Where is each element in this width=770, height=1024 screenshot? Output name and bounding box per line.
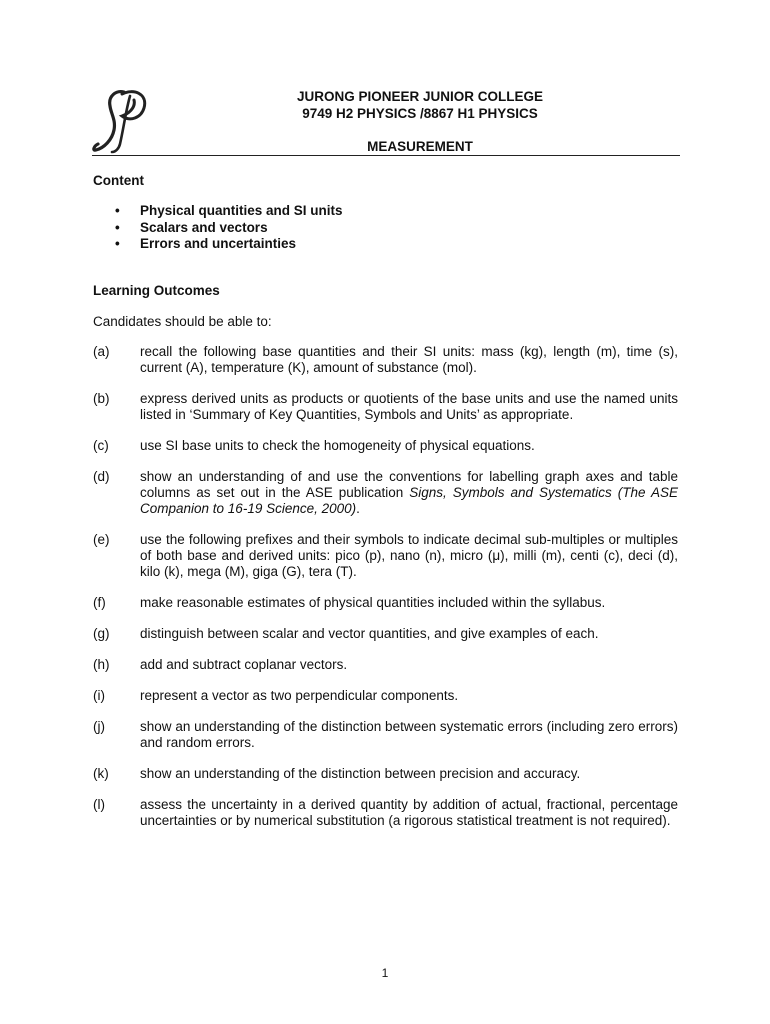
outcome-text: use the following prefixes and their symbols to indicate decimal sub-multiples or multiples of both base and derived units: pico (p), nano (n), micro (μ), milli (m), centi (c), deci (d), kilo (k), mega (M), giga (G), tera (T). — [140, 532, 678, 579]
outcome-label: (b) — [93, 391, 110, 406]
learning-outcomes-intro: Candidates should be able to: — [93, 314, 272, 329]
outcome-text: represent a vector as two perpendicular components. — [140, 688, 459, 703]
bullet-icon: • — [115, 219, 120, 235]
document-header — [160, 88, 680, 155]
college-name: JURONG PIONEER JUNIOR COLLEGE — [296, 89, 544, 104]
content-item: • Scalars and vectors — [115, 219, 268, 235]
content-item: • Errors and uncertainties — [115, 236, 297, 251]
bullet-icon: • — [115, 236, 120, 251]
outcome-text: recall the following base quantities and their SI units: mass (kg), length (m), time (s), current (A), temperature (K), amount of substance (mol). — [140, 344, 678, 375]
publication-title: Signs, Symbols and Systematics (The ASE Companion to 16-19 Science, 2000) — [140, 485, 678, 516]
header-divider — [92, 155, 680, 156]
bullet-icon: • — [115, 203, 120, 218]
topic-title: MEASUREMENT — [367, 139, 473, 154]
outcome-label: (l) — [93, 797, 105, 812]
content-heading: Content — [93, 173, 144, 188]
outcome-item — [93, 595, 678, 611]
outcome-label: (c) — [93, 438, 109, 453]
outcome-label: (e) — [93, 532, 110, 547]
outcome-label: (d) — [93, 469, 110, 484]
outcome-item — [93, 688, 678, 704]
outcome-item — [93, 766, 678, 782]
college-logo — [86, 86, 156, 158]
outcome-item — [93, 657, 678, 673]
outcome-text: show an understanding of the distinction between systematic errors (including zero errors) and random errors. — [140, 719, 678, 750]
outcome-label: (k) — [93, 766, 109, 781]
outcome-item — [93, 532, 678, 580]
page-number: 1 — [381, 966, 389, 980]
outcome-text: use SI base units to check the homogeneity of physical equations. — [140, 438, 535, 453]
outcome-text: show an understanding of and use the conventions for labelling graph axes and table columns as set out in the ASE publication Signs, Symbols and Systematics (The ASE Companion to 16-19 Science, 2000). — [140, 469, 678, 516]
content-list — [93, 203, 343, 253]
outcome-item — [93, 626, 678, 642]
outcome-item — [93, 391, 678, 423]
outcome-label: (a) — [93, 344, 110, 359]
outcome-label: (j) — [93, 719, 105, 734]
outcome-item — [93, 438, 678, 454]
outcome-text: express derived units as products or quotients of the base units and use the named units listed in ‘Summary of Key Quantities, Symbols and Units’ as appropriate. — [140, 391, 678, 422]
outcome-text: assess the uncertainty in a derived quantity by addition of actual, fractional, percentage uncertainties or by numerical substitution (a rigorous statistical treatment is not required). — [140, 797, 678, 828]
outcome-text: show an understanding of the distinction between precision and accuracy. — [140, 766, 581, 781]
learning-outcomes-list — [93, 344, 678, 844]
outcome-text: make reasonable estimates of physical quantities included within the syllabus. — [140, 595, 606, 610]
course-code: 9749 H2 PHYSICS /8867 H1 PHYSICS — [302, 106, 538, 121]
outcome-item — [93, 719, 678, 751]
outcome-label: (g) — [93, 626, 110, 641]
outcome-text: distinguish between scalar and vector quantities, and give examples of each. — [140, 626, 599, 641]
outcome-label: (i) — [93, 688, 105, 703]
outcome-item — [93, 344, 678, 376]
outcome-label: (f) — [93, 595, 106, 610]
outcome-text: add and subtract coplanar vectors. — [140, 657, 348, 672]
outcome-label: (h) — [93, 657, 110, 672]
outcome-item — [93, 797, 678, 829]
outcome-item — [93, 469, 678, 517]
learning-outcomes-heading: Learning Outcomes — [93, 283, 220, 298]
content-item: • Physical quantities and SI units — [115, 203, 343, 218]
